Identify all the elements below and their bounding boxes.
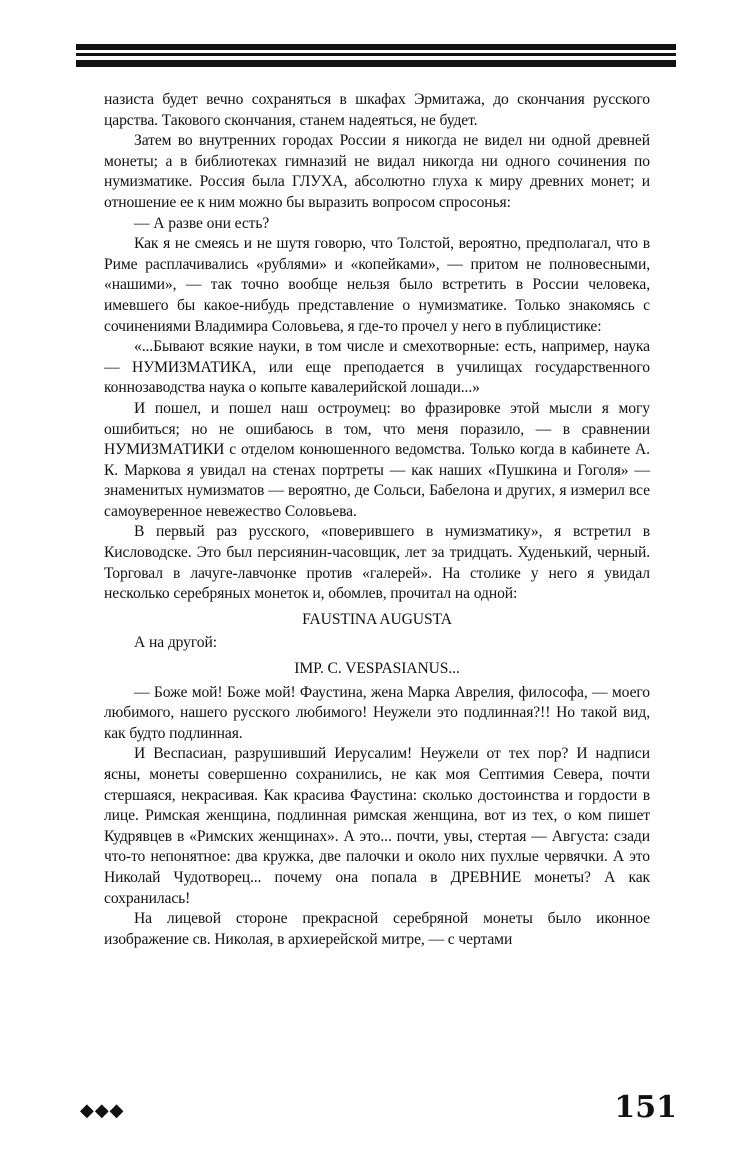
paragraph: И пошел, и пошел наш остроумец: во фразировке этой мысли я могу ошибиться; но не ошибаюсь в том, что меня поразило, — в сравнении НУМИЗМАТИКИ с отделом конюшенного ведомства. Только когда в кабинете А. К. Маркова я увидал на стенах портреты — как наших «Пушкина и Гоголя» — знаменитых нумизматов — вероятно, де Сольси, Бабелона и других, я измерил все самоуверенное невежество Соловьева. bbox=[104, 399, 650, 520]
page-number: 151 bbox=[614, 1090, 677, 1125]
header-rule-middle bbox=[76, 53, 676, 56]
paragraph: — Боже мой! Боже мой! Фаустина, жена Марка Аврелия, философа, — моего любимого, нашего русского любимого! Неужели это подлинная?!! Но такой вид, как будто подлинная. bbox=[104, 683, 650, 742]
paragraph: назиста будет вечно сохраняться в шкафах Эрмитажа, до скончания русского царства. Такового скончания, станем надеяться, не будет. bbox=[104, 91, 650, 129]
header-rule-top bbox=[76, 44, 676, 50]
footer-ornament: ◆◆◆ bbox=[80, 1100, 125, 1121]
header-rule-bottom bbox=[76, 60, 676, 67]
paragraph: «...Бывают всякие науки, в том числе и смехотворные: есть, например, наука — НУМИЗМАТИКА, или еще преподается в училищах государственного коннозаводства наука о копыте кавалерийской лошади...» bbox=[104, 338, 650, 397]
paragraph: И Веспасиан, разрушивший Иерусалим! Неужели от тех пор? И надписи ясны, монеты совершенно сохранились, не как моя Септимия Севера, почти стершаяся, некрасивая. Как красива Фаустина: сколько достоинства и гордости в лице. Римская женщина, подлинная римская женщина, вот из тех, о ком пишет Кудрявцев в «Римских женщинах». А это... почти, увы, стертая — Августа: сзади что-то непонятное: два кружка, две палочки и около них пухлые червячки. А это Николай Чудотворец... почему она попала в ДРЕВНИЕ монеты? А как сохранилась! bbox=[104, 745, 650, 907]
paragraph: Затем во внутренних городах России я никогда не видел ни одной древней монеты; а в библиотеках гимназий не видал никогда ни одного сочинения по нумизматике. Россия была ГЛУХА, абсолютно глуха к миру древних монет; и отношение ее к ним можно бы выразить вопросом спросонья: bbox=[104, 132, 650, 211]
paragraph: На лицевой стороне прекрасной серебряной монеты было иконное изображение св. Николая, в архиерейской митре, — с чертами bbox=[104, 910, 650, 948]
body-text bbox=[104, 90, 650, 950]
paragraph: А на другой: bbox=[134, 634, 217, 652]
paragraph: Как я не смеясь и не шутя говорю, что Толстой, вероятно, предполагал, что в Риме расплачивались «рублями» и «копейками», — притом не полновесными, «нашими», — так точно вообще нельзя было встретить в России человека, имевшего бы какое-нибудь представление о нумизматике. Только знакомясь с сочинениями Владимира Соловьева, я где-то прочел у него в публицистике: bbox=[104, 235, 650, 335]
paragraph: В первый раз русского, «поверившего в нумизматику», я встретил в Кисловодске. Это был персиянин-часовщик, лет за тридцать. Худенький, черный. Торговал в лачуге-лавчонке против «галерей». На столике у него я увидал несколько серебряных монеток и, обомлев, прочитал на одной: bbox=[104, 523, 650, 603]
coin-inscription: IMP. C. VESPASIANUS... bbox=[294, 660, 460, 678]
paragraph: — А разве они есть? bbox=[134, 214, 270, 232]
coin-inscription: FAUSTINA AUGUSTA bbox=[302, 610, 452, 628]
